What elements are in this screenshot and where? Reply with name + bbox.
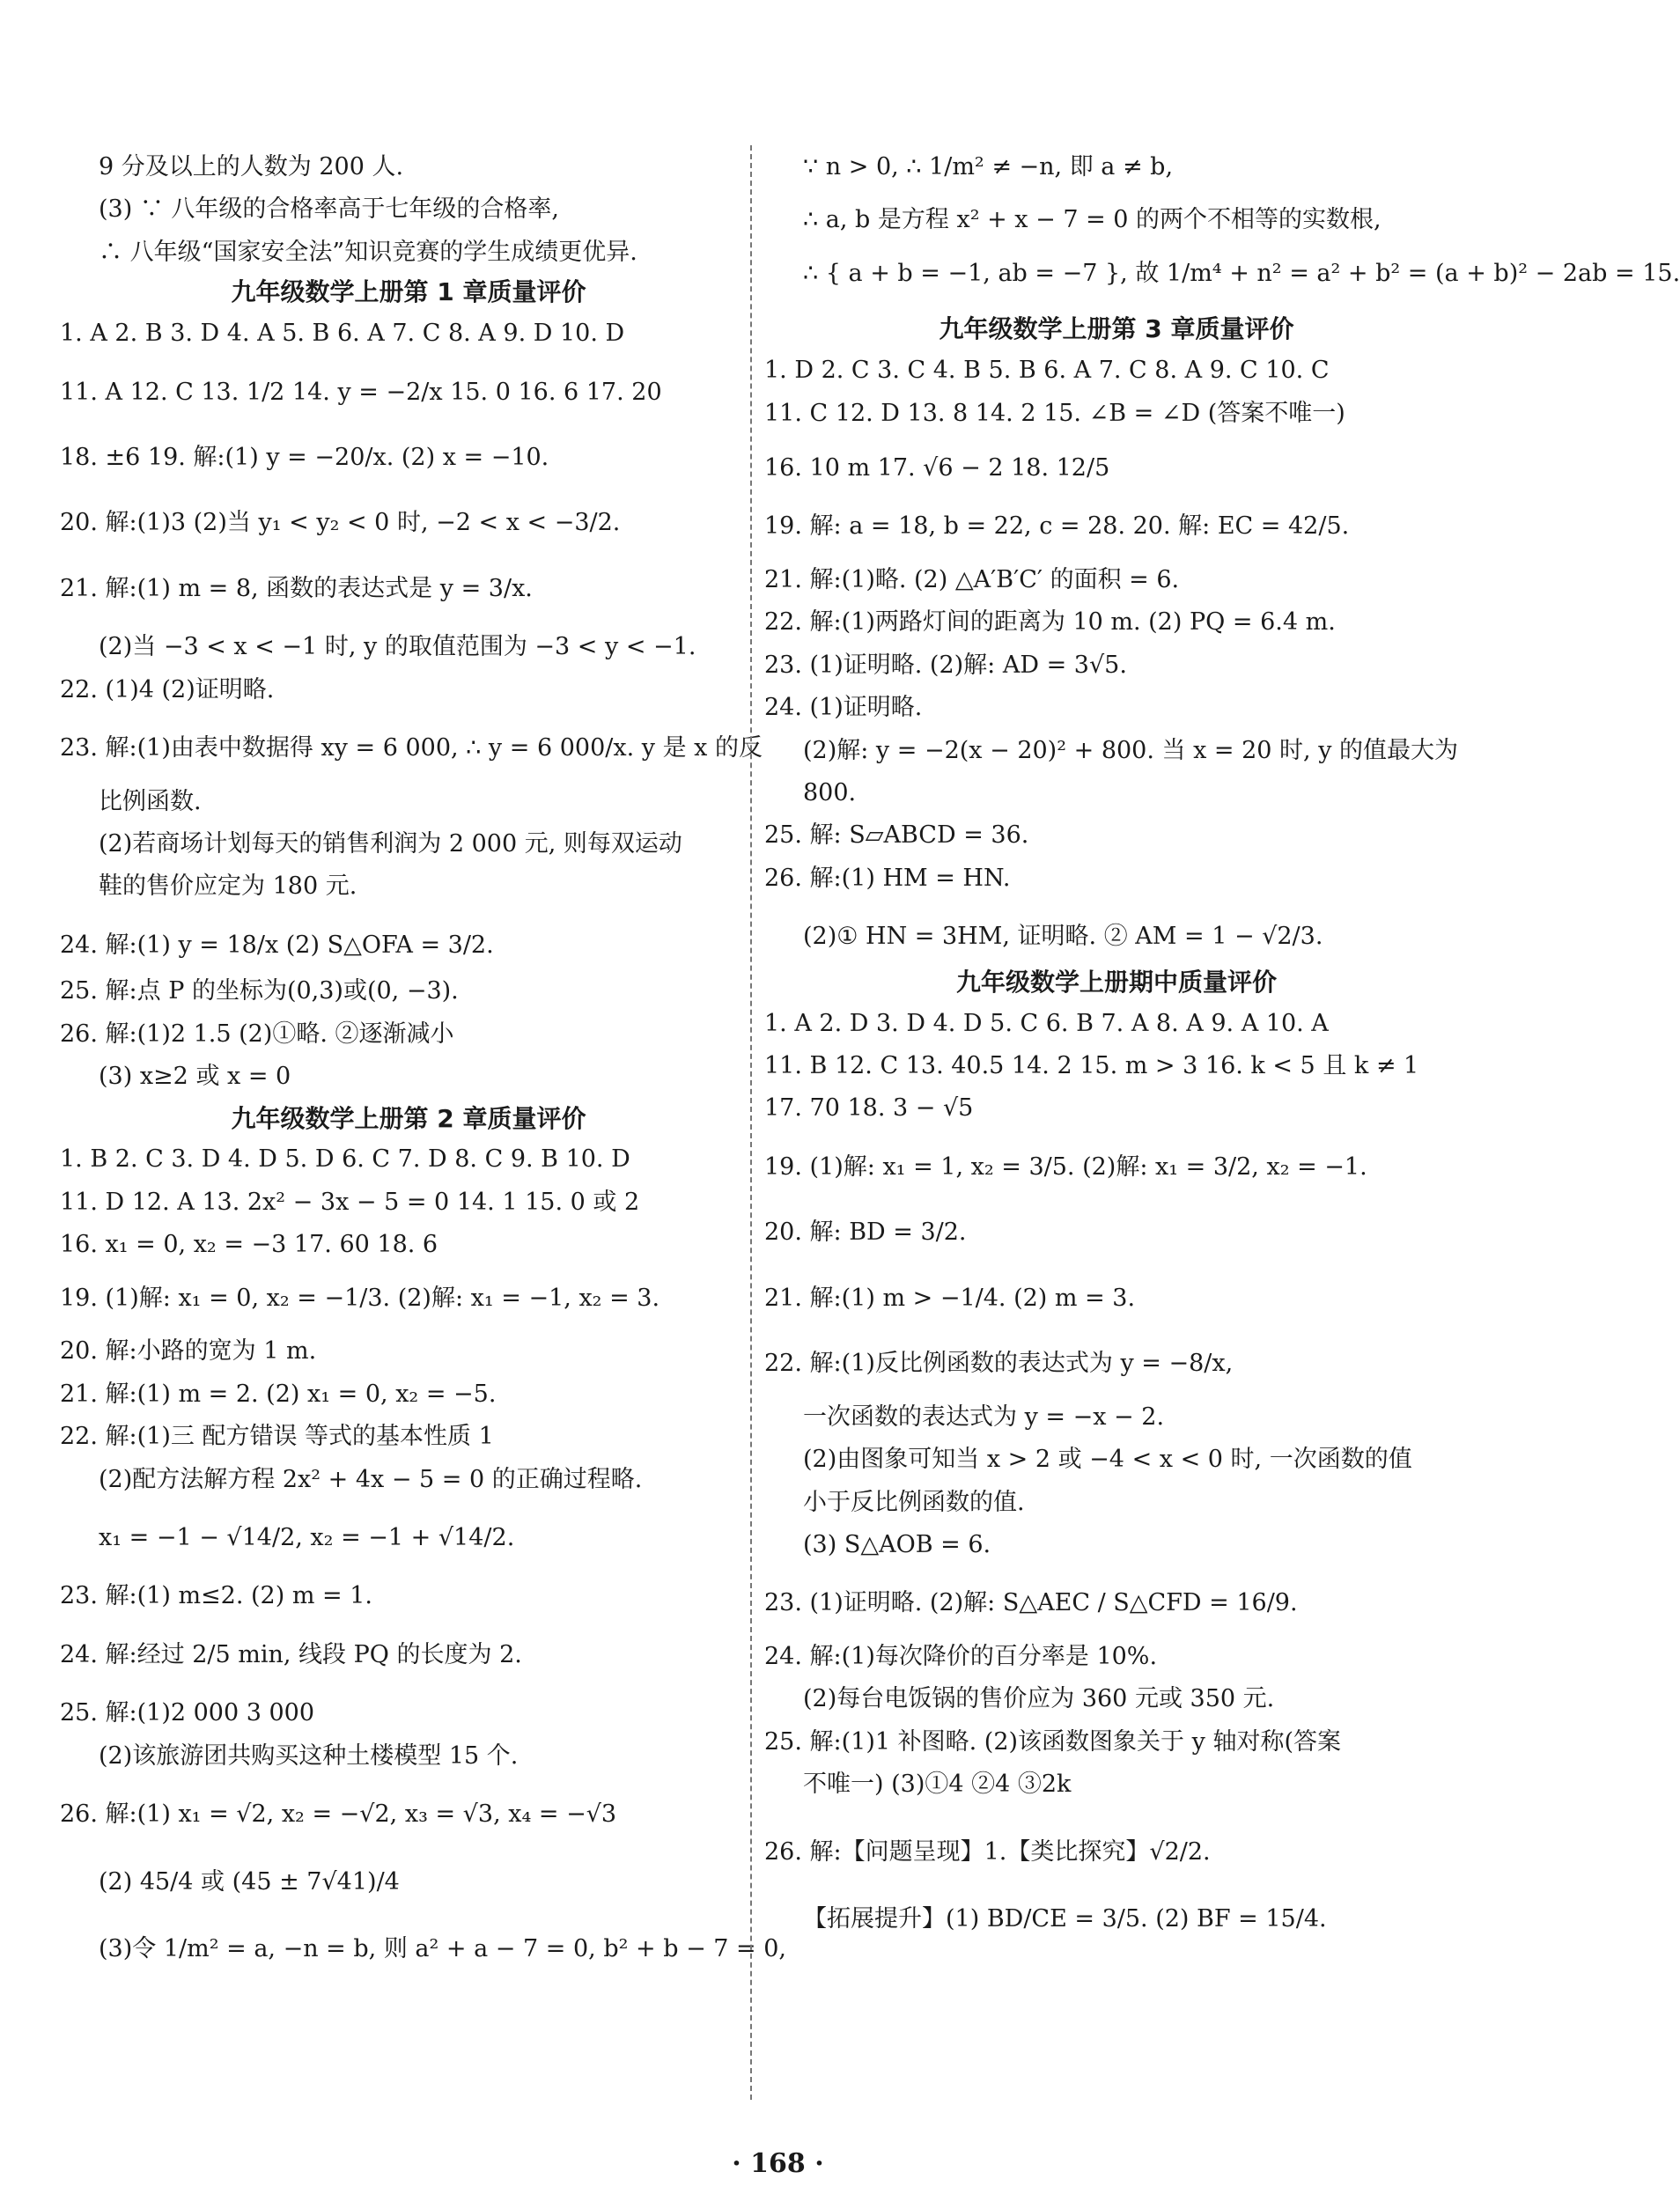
answer-line: 11. A 12. C 13. 1/2 14. y = −2/x 15. 0 16. 6 17. 20 — [60, 378, 662, 406]
answer-line: 不唯一) (3)①4 ②4 ③2k — [803, 1771, 1072, 1799]
answer-line: 比例函数. — [99, 787, 202, 815]
answer-line: 17. 70 18. 3 − √5 — [764, 1094, 974, 1123]
answer-line: 26. 解:(1)2 1.5 (2)①略. ②逐渐减小 — [60, 1020, 454, 1048]
answer-line: 20. 解:(1)3 (2)当 y₁ < y₂ < 0 时, −2 < x < −3/2. — [60, 509, 621, 537]
answer-line: 19. (1)解: x₁ = 0, x₂ = −1/3. (2)解: x₁ = −1, x₂ = 3. — [60, 1284, 660, 1312]
right-column — [764, 151, 1680, 1935]
answer-line: 18. ±6 19. 解:(1) y = −20/x. (2) x = −10. — [60, 443, 549, 471]
answer-line: 26. 解:(1) x₁ = √2, x₂ = −√2, x₃ = √3, x₄ = −√3 — [60, 1800, 617, 1829]
answer-line: (3)令 1/m² = a, −n = b, 则 a² + a − 7 = 0, b² + b − 7 = 0, — [99, 1935, 787, 1963]
answer-line: 11. B 12. C 13. 40.5 14. 2 15. m > 3 16. k < 5 且 k ≠ 1 — [764, 1052, 1419, 1080]
answer-line: 一次函数的表达式为 y = −x − 2. — [803, 1403, 1165, 1431]
answer-line: ∴ 八年级“国家安全法”知识竞赛的学生成绩更优异. — [99, 238, 637, 266]
answer-line: (2)① HN = 3HM, 证明略. ② AM = 1 − √2/3. — [803, 923, 1323, 951]
answer-line: 24. 解:(1) y = 18/x (2) S△OFA = 3/2. — [60, 931, 494, 959]
section-heading: 九年级数学上册期中质量评价 — [955, 967, 1277, 997]
answer-line: 21. 解:(1)略. (2) △A′B′C′ 的面积 = 6. — [764, 565, 1180, 593]
answer-line: ∴ a, b 是方程 x² + x − 7 = 0 的两个不相等的实数根, — [803, 206, 1382, 234]
answer-line: 20. 解:小路的宽为 1 m. — [60, 1337, 317, 1366]
answer-line: 21. 解:(1) m > −1/4. (2) m = 3. — [764, 1284, 1136, 1312]
answer-line: ∵ n > 0, ∴ 1/m² ≠ −n, 即 a ≠ b, — [803, 153, 1174, 180]
section-heading: 九年级数学上册第 3 章质量评价 — [939, 314, 1294, 344]
answer-line: 24. 解:(1)每次降价的百分率是 10%. — [764, 1642, 1158, 1670]
answer-line: 19. (1)解: x₁ = 1, x₂ = 3/5. (2)解: x₁ = 3/2, x₂ = −1. — [764, 1152, 1367, 1181]
answer-line: 20. 解: BD = 3/2. — [764, 1218, 967, 1247]
answer-line: 24. (1)证明略. — [764, 694, 923, 722]
answer-line: 19. 解: a = 18, b = 22, c = 28. 20. 解: EC = 42/5. — [764, 512, 1350, 541]
answer-line: 21. 解:(1) m = 2. (2) x₁ = 0, x₂ = −5. — [60, 1380, 497, 1408]
answer-line: (2)配方法解方程 2x² + 4x − 5 = 0 的正确过程略. — [99, 1465, 643, 1493]
answer-line: 16. 10 m 17. √6 − 2 18. 12/5 — [764, 453, 1110, 482]
answer-line: (2)若商场计划每天的销售利润为 2 000 元, 则每双运动 — [99, 830, 682, 858]
answer-line: 23. (1)证明略. (2)解: S△AEC / S△CFD = 16/9. — [764, 1589, 1298, 1617]
answer-line: (2)该旅游团共购买这种土楼模型 15 个. — [99, 1741, 519, 1770]
answer-line: 鞋的售价应定为 180 元. — [99, 872, 357, 901]
answer-line: 11. D 12. A 13. 2x² − 3x − 5 = 0 14. 1 15. 0 或 2 — [60, 1188, 640, 1216]
answer-line: 小于反比例函数的值. — [803, 1488, 1025, 1516]
answer-line: x₁ = −1 − √14/2, x₂ = −1 + √14/2. — [99, 1523, 515, 1551]
answer-line: ∴ { a + b = −1, ab = −7 }, 故 1/m⁴ + n² = a² + b² = (a + b)² − 2ab = 15. — [803, 259, 1680, 287]
answer-line: (2)解: y = −2(x − 20)² + 800. 当 x = 20 时, y 的值最大为 — [803, 736, 1459, 764]
answer-line: 21. 解:(1) m = 8, 函数的表达式是 y = 3/x. — [60, 574, 533, 602]
answer-line: 23. 解:(1)由表中数据得 xy = 6 000, ∴ y = 6 000/x. y 是 x 的反 — [60, 734, 763, 762]
answer-line: 24. 解:经过 2/5 min, 线段 PQ 的长度为 2. — [60, 1640, 522, 1668]
column-divider — [750, 145, 752, 2100]
answer-line: 26. 解:【问题呈现】1.【类比探究】√2/2. — [764, 1837, 1211, 1866]
answer-line: (3) ∵ 八年级的合格率高于七年级的合格率, — [99, 195, 559, 224]
answer-line: 23. (1)证明略. (2)解: AD = 3√5. — [764, 651, 1127, 679]
answer-line: 25. 解: S▱ABCD = 36. — [764, 821, 1029, 850]
answer-line: 1. A 2. B 3. D 4. A 5. B 6. A 7. C 8. A 9. D 10. D — [60, 320, 625, 348]
answer-line: 11. C 12. D 13. 8 14. 2 15. ∠B = ∠D (答案不唯一) — [764, 399, 1345, 427]
answer-line: (2)由图象可知当 x > 2 或 −4 < x < 0 时, 一次函数的值 — [803, 1446, 1412, 1474]
answer-line: 23. 解:(1) m≤2. (2) m = 1. — [60, 1582, 372, 1610]
answer-line: (2) 45/4 或 (45 ± 7√41)/4 — [99, 1867, 400, 1896]
answer-line: 16. x₁ = 0, x₂ = −3 17. 60 18. 6 — [60, 1231, 438, 1259]
answer-line: (3) x≥2 或 x = 0 — [99, 1063, 291, 1091]
section-heading: 九年级数学上册第 1 章质量评价 — [231, 277, 586, 307]
section-heading: 九年级数学上册第 2 章质量评价 — [231, 1103, 586, 1133]
answer-line: (3) S△AOB = 6. — [803, 1530, 991, 1558]
answer-line: 800. — [803, 779, 857, 807]
answer-line: 22. (1)4 (2)证明略. — [60, 675, 275, 703]
answer-line: 25. 解:(1)2 000 3 000 — [60, 1699, 315, 1727]
answer-line: 1. A 2. D 3. D 4. D 5. C 6. B 7. A 8. A 9. A 10. A — [764, 1009, 1329, 1037]
answer-line: 22. 解:(1)两路灯间的距离为 10 m. (2) PQ = 6.4 m. — [764, 608, 1336, 637]
page-number: · 168 · — [732, 2148, 824, 2179]
answer-line: 9 分及以上的人数为 200 人. — [99, 153, 404, 180]
answer-line: 25. 解:点 P 的坐标为(0,3)或(0, −3). — [60, 977, 459, 1005]
left-column — [60, 151, 787, 1965]
answer-line: 22. 解:(1)反比例函数的表达式为 y = −8/x, — [764, 1350, 1234, 1378]
answer-line: (2)每台电饭锅的售价应为 360 元或 350 元. — [803, 1685, 1275, 1713]
answer-line: 22. 解:(1)三 配方错误 等式的基本性质 1 — [60, 1423, 494, 1451]
answer-line: (2)当 −3 < x < −1 时, y 的取值范围为 −3 < y < −1. — [99, 633, 696, 661]
answer-line: 26. 解:(1) HM = HN. — [764, 864, 1011, 892]
answer-line: 25. 解:(1)1 补图略. (2)该函数图象关于 y 轴对称(答案 — [764, 1727, 1341, 1756]
answer-line: 【拓展提升】(1) BD/CE = 3/5. (2) BF = 15/4. — [803, 1905, 1327, 1933]
answer-line: 1. D 2. C 3. C 4. B 5. B 6. A 7. C 8. A 9. C 10. C — [764, 357, 1330, 385]
answer-line: 1. B 2. C 3. D 4. D 5. D 6. C 7. D 8. C 9. B 10. D — [60, 1145, 630, 1174]
